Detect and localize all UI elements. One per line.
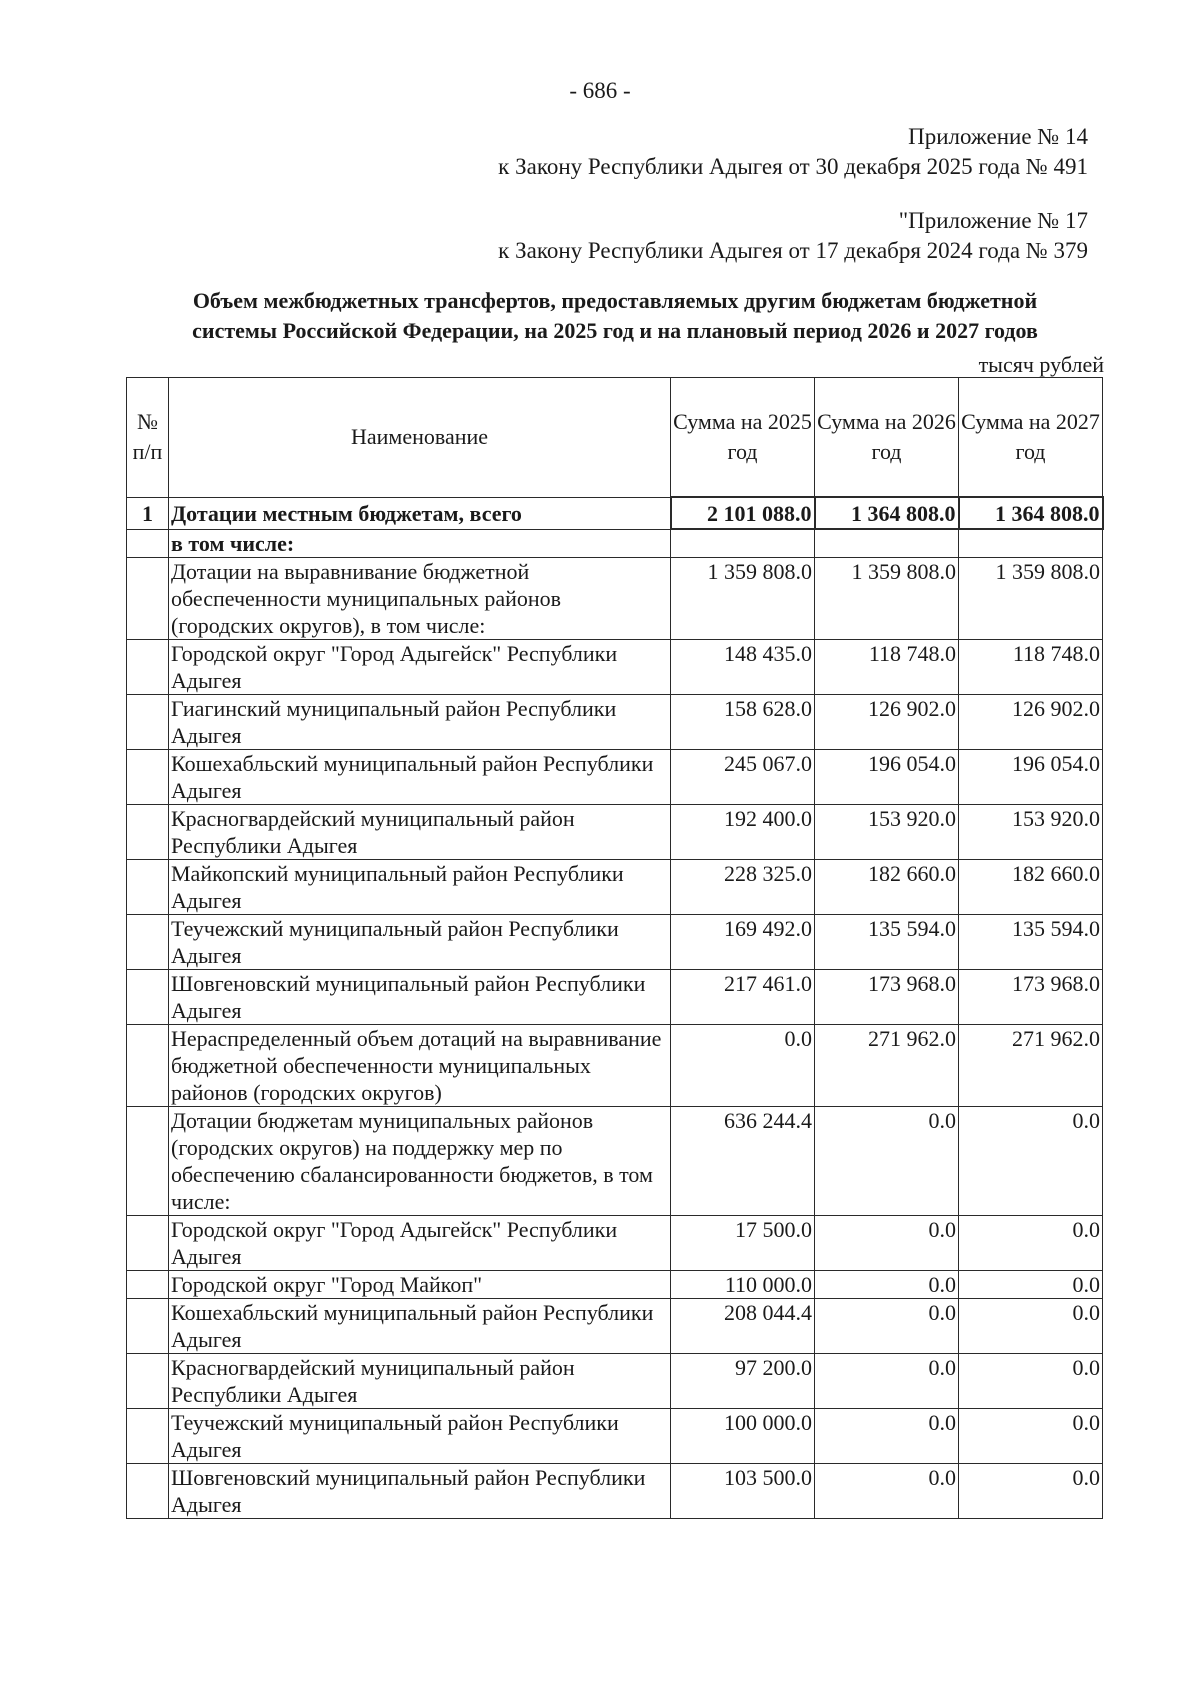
document-title <box>140 286 1090 346</box>
row-number-cell <box>127 1270 169 1298</box>
annex-reference-amended <box>498 206 1088 266</box>
amount-2025-cell: 100 000.0 <box>671 1408 815 1463</box>
row-number-cell <box>127 914 169 969</box>
annex-reference-current <box>498 122 1088 182</box>
amount-2025-cell: 103 500.0 <box>671 1463 815 1518</box>
row-name-cell: Городской округ "Город Майкоп" <box>169 1270 671 1298</box>
table-row <box>127 1463 1103 1518</box>
amount-2027-cell: 0.0 <box>959 1106 1103 1215</box>
table-row <box>127 1270 1103 1298</box>
amount-2026-cell: 0.0 <box>815 1463 959 1518</box>
column-header-2026: Сумма на 2026 год <box>815 378 959 498</box>
amount-2027-cell: 0.0 <box>959 1463 1103 1518</box>
row-name-cell: Теучежский муниципальный район Республики Адыгея <box>169 1408 671 1463</box>
amount-2025-cell: 245 067.0 <box>671 749 815 804</box>
amount-2025-cell: 0.0 <box>671 1024 815 1106</box>
annex-current-line2: к Закону Республики Адыгея от 30 декабря 2025 года № 491 <box>498 154 1088 179</box>
table-row <box>127 859 1103 914</box>
amount-2027-cell: 135 594.0 <box>959 914 1103 969</box>
amount-2026-cell <box>815 529 959 557</box>
amount-2027-cell: 0.0 <box>959 1270 1103 1298</box>
amount-2025-cell: 1 359 808.0 <box>671 557 815 639</box>
amount-2026-cell: 135 594.0 <box>815 914 959 969</box>
amount-2025-cell <box>671 529 815 557</box>
row-name-cell: Красногвардейский муниципальный район Республики Адыгея <box>169 804 671 859</box>
amount-2027-cell: 196 054.0 <box>959 749 1103 804</box>
row-number-cell <box>127 1106 169 1215</box>
row-number-cell <box>127 1463 169 1518</box>
row-name-cell: Теучежский муниципальный район Республики Адыгея <box>169 914 671 969</box>
row-number-cell <box>127 529 169 557</box>
row-number-cell <box>127 1215 169 1270</box>
amount-2026-cell: 182 660.0 <box>815 859 959 914</box>
amount-2025-cell: 636 244.4 <box>671 1106 815 1215</box>
table-row <box>127 639 1103 694</box>
amount-2027-cell: 182 660.0 <box>959 859 1103 914</box>
page-number: - 686 - <box>569 78 631 103</box>
table-row <box>127 1106 1103 1215</box>
amount-2026-cell: 0.0 <box>815 1270 959 1298</box>
row-name-cell: Кошехабльский муниципальный район Республики Адыгея <box>169 1298 671 1353</box>
amount-2026-cell: 0.0 <box>815 1106 959 1215</box>
title-line1: Объем межбюджетных трансфертов, предоставляемых другим бюджетам бюджетной <box>192 288 1038 313</box>
title-line2: системы Российской Федерации, на 2025 год и на плановый период 2026 и 2027 годов <box>192 318 1038 343</box>
amount-2027-cell: 1 364 808.0 <box>959 497 1103 529</box>
amount-2025-cell: 228 325.0 <box>671 859 815 914</box>
amount-2025-cell: 158 628.0 <box>671 694 815 749</box>
table-row <box>127 557 1103 639</box>
table-header-row <box>127 378 1103 498</box>
amount-2026-cell: 271 962.0 <box>815 1024 959 1106</box>
column-header-2027: Сумма на 2027 год <box>959 378 1103 498</box>
annex-current-line1: Приложение № 14 <box>908 124 1088 149</box>
amount-2027-cell: 118 748.0 <box>959 639 1103 694</box>
table-row <box>127 497 1103 529</box>
amount-2025-cell: 110 000.0 <box>671 1270 815 1298</box>
transfers-table <box>126 377 1104 1519</box>
column-header-2025: Сумма на 2025 год <box>671 378 815 498</box>
row-name-cell: Городской округ "Город Адыгейск" Республики Адыгея <box>169 639 671 694</box>
amount-2025-cell: 208 044.4 <box>671 1298 815 1353</box>
row-name-cell: Дотации на выравнивание бюджетной обеспеченности муниципальных районов (городских округов), в том числе: <box>169 557 671 639</box>
amount-2026-cell: 153 920.0 <box>815 804 959 859</box>
row-name-cell: Гиагинский муниципальный район Республики Адыгея <box>169 694 671 749</box>
row-name-cell: Городской округ "Город Адыгейск" Республики Адыгея <box>169 1215 671 1270</box>
row-number-cell: 1 <box>127 497 169 529</box>
amount-2027-cell: 0.0 <box>959 1298 1103 1353</box>
table-row <box>127 1408 1103 1463</box>
amount-2025-cell: 2 101 088.0 <box>671 497 815 529</box>
amount-2025-cell: 192 400.0 <box>671 804 815 859</box>
row-number-cell <box>127 557 169 639</box>
transfers-table-container <box>126 377 1102 1519</box>
table-row <box>127 969 1103 1024</box>
row-number-cell <box>127 859 169 914</box>
table-row <box>127 749 1103 804</box>
annex-amended-line2: к Закону Республики Адыгея от 17 декабря 2024 года № 379 <box>498 238 1088 263</box>
table-row <box>127 529 1103 557</box>
amount-2026-cell: 196 054.0 <box>815 749 959 804</box>
row-name-cell: Шовгеновский муниципальный район Республики Адыгея <box>169 1463 671 1518</box>
row-name-cell: Майкопский муниципальный район Республики Адыгея <box>169 859 671 914</box>
row-name-cell: Кошехабльский муниципальный район Республики Адыгея <box>169 749 671 804</box>
amount-2026-cell: 0.0 <box>815 1408 959 1463</box>
amount-2025-cell: 17 500.0 <box>671 1215 815 1270</box>
table-row <box>127 1024 1103 1106</box>
row-number-cell <box>127 1024 169 1106</box>
amount-2027-cell: 0.0 <box>959 1408 1103 1463</box>
annex-amended-line1: "Приложение № 17 <box>898 208 1088 233</box>
row-number-cell <box>127 804 169 859</box>
table-row <box>127 1215 1103 1270</box>
amount-2027-cell: 1 359 808.0 <box>959 557 1103 639</box>
row-name-cell: Нераспределенный объем дотаций на выравнивание бюджетной обеспеченности муниципальных районов (городских округов) <box>169 1024 671 1106</box>
amount-2027-cell: 0.0 <box>959 1215 1103 1270</box>
column-header-name: Наименование <box>169 378 671 498</box>
units-label: тысяч рублей <box>978 352 1104 377</box>
row-name-cell: в том числе: <box>169 529 671 557</box>
table-body <box>127 497 1103 1518</box>
amount-2026-cell: 118 748.0 <box>815 639 959 694</box>
row-number-cell <box>127 1353 169 1408</box>
amount-2025-cell: 148 435.0 <box>671 639 815 694</box>
amount-2026-cell: 0.0 <box>815 1215 959 1270</box>
amount-2026-cell: 173 968.0 <box>815 969 959 1024</box>
amount-2026-cell: 0.0 <box>815 1353 959 1408</box>
row-number-cell <box>127 694 169 749</box>
table-row <box>127 914 1103 969</box>
amount-2027-cell: 153 920.0 <box>959 804 1103 859</box>
table-row <box>127 1353 1103 1408</box>
amount-2027-cell: 0.0 <box>959 1353 1103 1408</box>
amount-2027-cell: 271 962.0 <box>959 1024 1103 1106</box>
row-name-cell: Дотации местным бюджетам, всего <box>169 497 671 529</box>
amount-2026-cell: 1 364 808.0 <box>815 497 959 529</box>
amount-2025-cell: 217 461.0 <box>671 969 815 1024</box>
row-name-cell: Дотации бюджетам муниципальных районов (городских округов) на поддержку мер по обеспечению сбалансированности бюджетов, в том числе: <box>169 1106 671 1215</box>
amount-2027-cell: 126 902.0 <box>959 694 1103 749</box>
amount-2025-cell: 97 200.0 <box>671 1353 815 1408</box>
amount-2027-cell <box>959 529 1103 557</box>
row-number-cell <box>127 969 169 1024</box>
amount-2026-cell: 126 902.0 <box>815 694 959 749</box>
amount-2025-cell: 169 492.0 <box>671 914 815 969</box>
amount-2027-cell: 173 968.0 <box>959 969 1103 1024</box>
table-row <box>127 1298 1103 1353</box>
row-number-cell <box>127 1408 169 1463</box>
amount-2026-cell: 0.0 <box>815 1298 959 1353</box>
column-header-number: № п/п <box>127 378 169 498</box>
table-row <box>127 804 1103 859</box>
amount-2026-cell: 1 359 808.0 <box>815 557 959 639</box>
table-row <box>127 694 1103 749</box>
row-name-cell: Шовгеновский муниципальный район Республики Адыгея <box>169 969 671 1024</box>
row-number-cell <box>127 639 169 694</box>
row-number-cell <box>127 1298 169 1353</box>
row-number-cell <box>127 749 169 804</box>
row-name-cell: Красногвардейский муниципальный район Республики Адыгея <box>169 1353 671 1408</box>
